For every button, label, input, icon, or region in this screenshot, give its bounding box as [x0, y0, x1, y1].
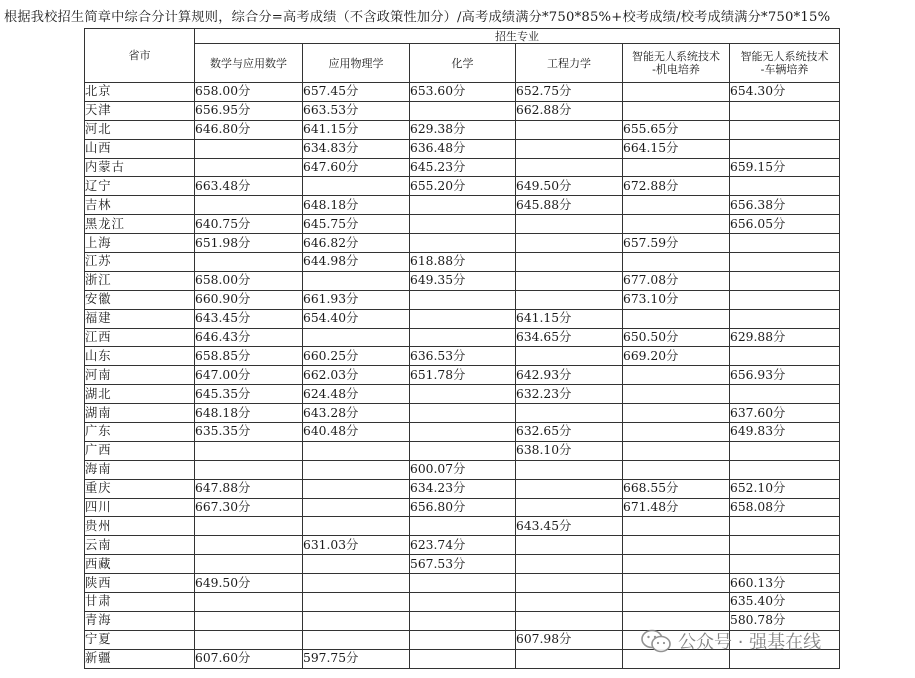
score-cell: 647.60分: [303, 158, 410, 177]
province-cell: 天津: [85, 101, 195, 120]
score-cell: 661.93分: [303, 290, 410, 309]
score-cell: [623, 158, 730, 177]
score-cell: [516, 460, 623, 479]
score-cell: 635.40分: [730, 593, 840, 612]
province-cell: 西藏: [85, 555, 195, 574]
province-cell: 湖北: [85, 385, 195, 404]
province-cell: 陕西: [85, 574, 195, 593]
province-cell: 福建: [85, 309, 195, 328]
score-cell: [623, 385, 730, 404]
score-cell: 580.78分: [730, 611, 840, 630]
province-cell: 吉林: [85, 196, 195, 215]
score-cell: 642.93分: [516, 366, 623, 385]
major-header: 智能无人系统技术 -车辆培养: [730, 44, 840, 83]
score-cell: [303, 593, 410, 612]
table-row: [85, 215, 840, 234]
table-row: [85, 423, 840, 442]
table-row: [85, 517, 840, 536]
score-cell: 634.23分: [410, 479, 516, 498]
score-cell: 635.35分: [195, 423, 303, 442]
score-cell: 660.13分: [730, 574, 840, 593]
score-cell: 643.45分: [516, 517, 623, 536]
score-cell: 656.95分: [195, 101, 303, 120]
province-cell: 宁夏: [85, 630, 195, 649]
score-cell: [195, 441, 303, 460]
province-cell: 山东: [85, 347, 195, 366]
score-cell: [516, 611, 623, 630]
table-row: [85, 536, 840, 555]
score-cell: 673.10分: [623, 290, 730, 309]
score-cell: [516, 574, 623, 593]
score-cell: [195, 630, 303, 649]
score-cell: [303, 611, 410, 630]
province-cell: 浙江: [85, 271, 195, 290]
table-row: [85, 101, 840, 120]
score-cell: 649.35分: [410, 271, 516, 290]
score-cell: [303, 555, 410, 574]
score-cell: 636.53分: [410, 347, 516, 366]
score-cell: [410, 593, 516, 612]
score-cell: 644.98分: [303, 253, 410, 272]
province-cell: 北京: [85, 83, 195, 102]
score-cell: 658.85分: [195, 347, 303, 366]
score-cell: 631.03分: [303, 536, 410, 555]
score-cell: 656.80分: [410, 498, 516, 517]
table-row: [85, 385, 840, 404]
province-cell: 河北: [85, 120, 195, 139]
score-cell: 663.48分: [195, 177, 303, 196]
score-cell: 634.83分: [303, 139, 410, 158]
watermark: [640, 628, 821, 654]
score-cell: 634.65分: [516, 328, 623, 347]
score-cell: 669.20分: [623, 347, 730, 366]
score-cell: [410, 234, 516, 253]
score-cell: [623, 196, 730, 215]
score-cell: 660.90分: [195, 290, 303, 309]
score-cell: [303, 517, 410, 536]
score-cell: [730, 536, 840, 555]
score-cell: [623, 253, 730, 272]
score-cell: [410, 290, 516, 309]
score-cell: 648.18分: [195, 404, 303, 423]
score-cell: 672.88分: [623, 177, 730, 196]
major-header: 工程力学: [516, 44, 623, 83]
score-cell: [303, 271, 410, 290]
score-cell: 656.38分: [730, 196, 840, 215]
score-cell: [623, 101, 730, 120]
score-cell: [410, 574, 516, 593]
table-row: [85, 290, 840, 309]
score-cell: [730, 460, 840, 479]
score-cell: 646.82分: [303, 234, 410, 253]
score-cell: 643.45分: [195, 309, 303, 328]
score-cell: [516, 479, 623, 498]
table-row: [85, 366, 840, 385]
score-cell: [303, 574, 410, 593]
major-header: 智能无人系统技术 -机电培养: [623, 44, 730, 83]
table-row: [85, 177, 840, 196]
score-cell: [195, 196, 303, 215]
score-cell: 657.45分: [303, 83, 410, 102]
score-cell: [730, 253, 840, 272]
score-cell: 637.60分: [730, 404, 840, 423]
major-group-header: 招生专业: [195, 29, 840, 44]
score-cell: [623, 574, 730, 593]
score-cell: [730, 101, 840, 120]
score-cell: 645.35分: [195, 385, 303, 404]
table-row: [85, 196, 840, 215]
score-cell: [730, 290, 840, 309]
province-cell: 江西: [85, 328, 195, 347]
score-cell: 651.78分: [410, 366, 516, 385]
score-table: [84, 28, 840, 669]
score-cell: 652.10分: [730, 479, 840, 498]
score-cell: 664.15分: [623, 139, 730, 158]
score-cell: 607.60分: [195, 649, 303, 668]
header-row-group: [85, 29, 840, 44]
table-row: [85, 120, 840, 139]
score-cell: 662.88分: [516, 101, 623, 120]
score-cell: 567.53分: [410, 555, 516, 574]
score-cell: 643.28分: [303, 404, 410, 423]
score-cell: 632.65分: [516, 423, 623, 442]
score-cell: 654.40分: [303, 309, 410, 328]
score-cell: 624.48分: [303, 385, 410, 404]
score-cell: [623, 517, 730, 536]
score-cell: 657.59分: [623, 234, 730, 253]
province-cell: 江苏: [85, 253, 195, 272]
score-cell: [303, 177, 410, 196]
province-cell: 山西: [85, 139, 195, 158]
score-cell: 638.10分: [516, 441, 623, 460]
major-header: 数学与应用数学: [195, 44, 303, 83]
score-cell: 623.74分: [410, 536, 516, 555]
score-cell: [730, 309, 840, 328]
score-cell: 646.43分: [195, 328, 303, 347]
score-cell: [410, 215, 516, 234]
score-cell: [623, 555, 730, 574]
score-cell: [410, 404, 516, 423]
score-cell: [623, 404, 730, 423]
province-cell: 云南: [85, 536, 195, 555]
header-row-majors: [85, 44, 840, 83]
table-row: [85, 498, 840, 517]
table-row: [85, 404, 840, 423]
province-column-header: 省市: [85, 29, 195, 83]
score-cell: [195, 460, 303, 479]
score-cell: [410, 328, 516, 347]
province-cell: 广西: [85, 441, 195, 460]
score-cell: [195, 536, 303, 555]
table-row: [85, 593, 840, 612]
score-cell: [516, 139, 623, 158]
score-cell: 649.50分: [195, 574, 303, 593]
score-cell: [516, 158, 623, 177]
score-cell: [195, 611, 303, 630]
table-row: [85, 347, 840, 366]
score-cell: 629.38分: [410, 120, 516, 139]
score-cell: 649.83分: [730, 423, 840, 442]
score-cell: [410, 101, 516, 120]
score-cell: 646.80分: [195, 120, 303, 139]
score-cell: [730, 441, 840, 460]
score-cell: [730, 555, 840, 574]
score-cell: [410, 611, 516, 630]
score-cell: 632.23分: [516, 385, 623, 404]
table-row: [85, 234, 840, 253]
score-cell: 658.00分: [195, 83, 303, 102]
province-cell: 辽宁: [85, 177, 195, 196]
province-cell: 重庆: [85, 479, 195, 498]
score-cell: [516, 120, 623, 139]
score-cell: 597.75分: [303, 649, 410, 668]
wechat-icon: [640, 628, 672, 654]
table-row: [85, 309, 840, 328]
score-cell: 650.50分: [623, 328, 730, 347]
score-cell: [195, 517, 303, 536]
score-cell: [303, 441, 410, 460]
score-table-body: [85, 83, 840, 669]
score-cell: 662.03分: [303, 366, 410, 385]
score-cell: [303, 479, 410, 498]
score-cell: [195, 555, 303, 574]
score-cell: [303, 460, 410, 479]
score-cell: [516, 290, 623, 309]
score-cell: [623, 366, 730, 385]
score-cell: 647.88分: [195, 479, 303, 498]
table-row: [85, 158, 840, 177]
score-cell: 647.00分: [195, 366, 303, 385]
score-cell: [410, 423, 516, 442]
score-cell: 655.20分: [410, 177, 516, 196]
province-cell: 新疆: [85, 649, 195, 668]
table-row: [85, 479, 840, 498]
score-cell: 641.15分: [303, 120, 410, 139]
score-cell: 658.00分: [195, 271, 303, 290]
score-cell: [410, 385, 516, 404]
score-cell: [623, 441, 730, 460]
score-cell: [516, 253, 623, 272]
score-cell: [730, 517, 840, 536]
score-cell: 663.53分: [303, 101, 410, 120]
score-cell: [730, 139, 840, 158]
province-cell: 上海: [85, 234, 195, 253]
score-cell: [623, 215, 730, 234]
score-cell: [623, 423, 730, 442]
province-cell: 湖南: [85, 404, 195, 423]
table-row: [85, 574, 840, 593]
score-cell: 658.08分: [730, 498, 840, 517]
watermark-text: 公众号 · 强基在线: [678, 632, 822, 653]
score-cell: [410, 309, 516, 328]
score-cell: 651.98分: [195, 234, 303, 253]
score-cell: [730, 234, 840, 253]
table-row: [85, 460, 840, 479]
score-cell: 645.88分: [516, 196, 623, 215]
score-cell: [410, 517, 516, 536]
score-cell: 659.15分: [730, 158, 840, 177]
score-cell: 654.30分: [730, 83, 840, 102]
score-cell: [516, 234, 623, 253]
score-cell: 600.07分: [410, 460, 516, 479]
score-cell: 660.25分: [303, 347, 410, 366]
major-header: 化学: [410, 44, 516, 83]
score-cell: 645.75分: [303, 215, 410, 234]
score-cell: [730, 347, 840, 366]
table-row: [85, 328, 840, 347]
score-cell: [730, 120, 840, 139]
score-cell: [410, 196, 516, 215]
score-cell: [195, 253, 303, 272]
province-cell: 黑龙江: [85, 215, 195, 234]
score-cell: 653.60分: [410, 83, 516, 102]
score-cell: [516, 498, 623, 517]
province-cell: 贵州: [85, 517, 195, 536]
score-cell: [195, 593, 303, 612]
score-cell: [516, 404, 623, 423]
province-cell: 广东: [85, 423, 195, 442]
score-cell: 648.18分: [303, 196, 410, 215]
score-cell: [516, 536, 623, 555]
score-cell: 677.08分: [623, 271, 730, 290]
province-cell: 甘肃: [85, 593, 195, 612]
score-cell: [195, 158, 303, 177]
province-cell: 内蒙古: [85, 158, 195, 177]
score-cell: 667.30分: [195, 498, 303, 517]
score-cell: [516, 215, 623, 234]
score-cell: 656.05分: [730, 215, 840, 234]
score-cell: [516, 593, 623, 612]
score-cell: 649.50分: [516, 177, 623, 196]
score-cell: [516, 649, 623, 668]
score-cell: [516, 555, 623, 574]
score-cell: 636.48分: [410, 139, 516, 158]
score-cell: [623, 83, 730, 102]
table-row: [85, 441, 840, 460]
score-cell: [303, 498, 410, 517]
table-row: [85, 555, 840, 574]
score-cell: 655.65分: [623, 120, 730, 139]
score-cell: [730, 177, 840, 196]
score-cell: [730, 271, 840, 290]
score-cell: [303, 328, 410, 347]
score-cell: 629.88分: [730, 328, 840, 347]
province-cell: 青海: [85, 611, 195, 630]
score-cell: [623, 309, 730, 328]
score-cell: [516, 347, 623, 366]
score-cell: 652.75分: [516, 83, 623, 102]
score-cell: 640.75分: [195, 215, 303, 234]
score-cell: [623, 593, 730, 612]
header-note: 根据我校招生简章中综合分计算规则，综合分=高考成绩（不含政策性加分）/高考成绩满分*750*85%+校考成绩/校考成绩满分*750*15%: [4, 10, 831, 25]
score-cell: 618.88分: [410, 253, 516, 272]
score-cell: 641.15分: [516, 309, 623, 328]
province-cell: 河南: [85, 366, 195, 385]
score-cell: [623, 536, 730, 555]
province-cell: 安徽: [85, 290, 195, 309]
province-cell: 海南: [85, 460, 195, 479]
table-row: [85, 271, 840, 290]
table-row: [85, 253, 840, 272]
score-cell: [195, 139, 303, 158]
province-cell: 四川: [85, 498, 195, 517]
score-cell: [410, 441, 516, 460]
table-row: [85, 83, 840, 102]
score-cell: 645.23分: [410, 158, 516, 177]
score-cell: 656.93分: [730, 366, 840, 385]
score-cell: 668.55分: [623, 479, 730, 498]
score-cell: [623, 460, 730, 479]
score-cell: [410, 630, 516, 649]
score-cell: [303, 630, 410, 649]
score-cell: [516, 271, 623, 290]
score-cell: 671.48分: [623, 498, 730, 517]
major-header: 应用物理学: [303, 44, 410, 83]
table-row: [85, 139, 840, 158]
score-cell: 640.48分: [303, 423, 410, 442]
score-cell: [730, 385, 840, 404]
score-cell: 607.98分: [516, 630, 623, 649]
score-cell: [410, 649, 516, 668]
